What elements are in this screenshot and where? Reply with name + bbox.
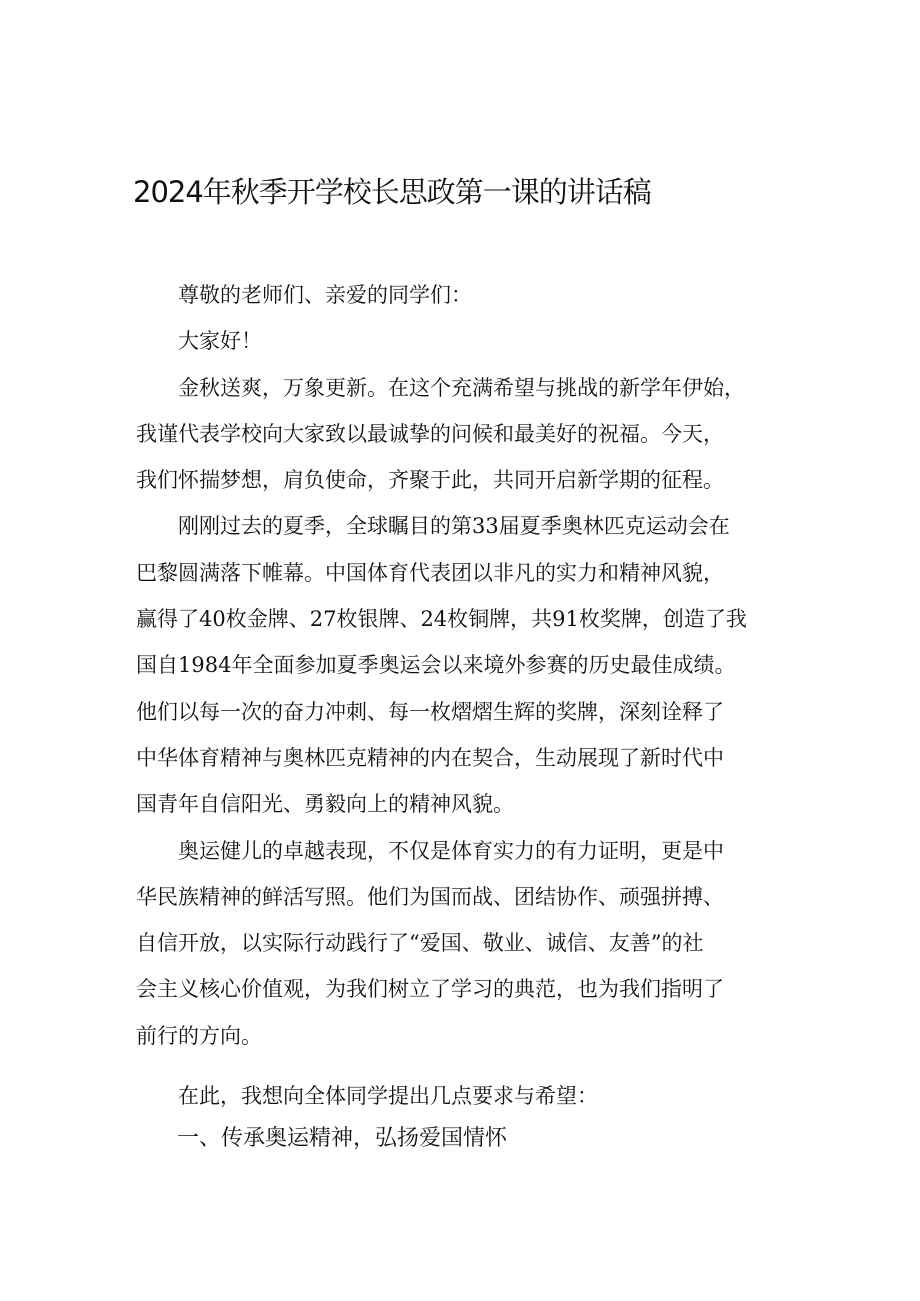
paragraph-line: 奥运健儿的卓越表现，不仅是体育实力的有力证明，更是中 — [178, 838, 724, 863]
paragraph-line: 刚刚过去的夏季，全球瞩目的第33届夏季奥林匹克运动会在 — [178, 514, 730, 539]
paragraph-line: 在此，我想向全体同学提出几点要求与希望： — [178, 1084, 598, 1109]
paragraph-line: 巴黎圆满落下帷幕。中国体育代表团以非凡的实力和精神风貌， — [136, 560, 724, 585]
paragraph-gap — [136, 1059, 796, 1073]
paragraph-line: 我谨代表学校向大家致以最诚挚的问候和最美好的祝福。今天， — [136, 421, 724, 446]
paragraph-line: 会主义核心价值观，为我们树立了学习的典范，也为我们指明了 — [136, 977, 724, 1002]
paragraph-line: 国青年自信阳光、勇毅向上的精神风貌。 — [136, 792, 514, 817]
paragraph-line: 国自1984年全面参加夏季奥运会以来境外参赛的历史最佳成绩。 — [136, 653, 736, 678]
paragraph-line: 自信开放，以实际行动践行了“爱国、敬业、诚信、友善”的社 — [136, 931, 704, 956]
paragraph-line: 他们以每一次的奋力冲刺、每一枚熠熠生辉的奖牌，深刻诠释了 — [136, 699, 724, 724]
paragraph-line: 前行的方向。 — [136, 1023, 262, 1048]
document-body — [136, 272, 796, 1119]
paragraph-line: 金秋送爽，万象更新。在这个充满希望与挑战的新学年伊始， — [178, 375, 745, 400]
paragraph-line: 中华体育精神与奥林匹克精神的内在契合，生动展现了新时代中 — [136, 745, 724, 770]
document-title: 2024年秋季开学校长思政第一课的讲话稿 — [133, 175, 651, 209]
paragraph-line: 我们怀揣梦想，肩负使命，齐聚于此，共同开启新学期的征程。 — [136, 468, 724, 493]
paragraph-line: 赢得了40枚金牌、27枚银牌、24枚铜牌，共91枚奖牌，创造了我 — [136, 607, 747, 632]
salutation: 尊敬的老师们、亲爱的同学们： — [178, 283, 472, 307]
greeting: 大家好！ — [178, 329, 262, 354]
section-heading: 一、传承奥运精神，弘扬爱国情怀 — [177, 1126, 508, 1151]
paragraph-line: 华民族精神的鲜活写照。他们为国而战、团结协作、顽强拼搏、 — [136, 884, 724, 909]
